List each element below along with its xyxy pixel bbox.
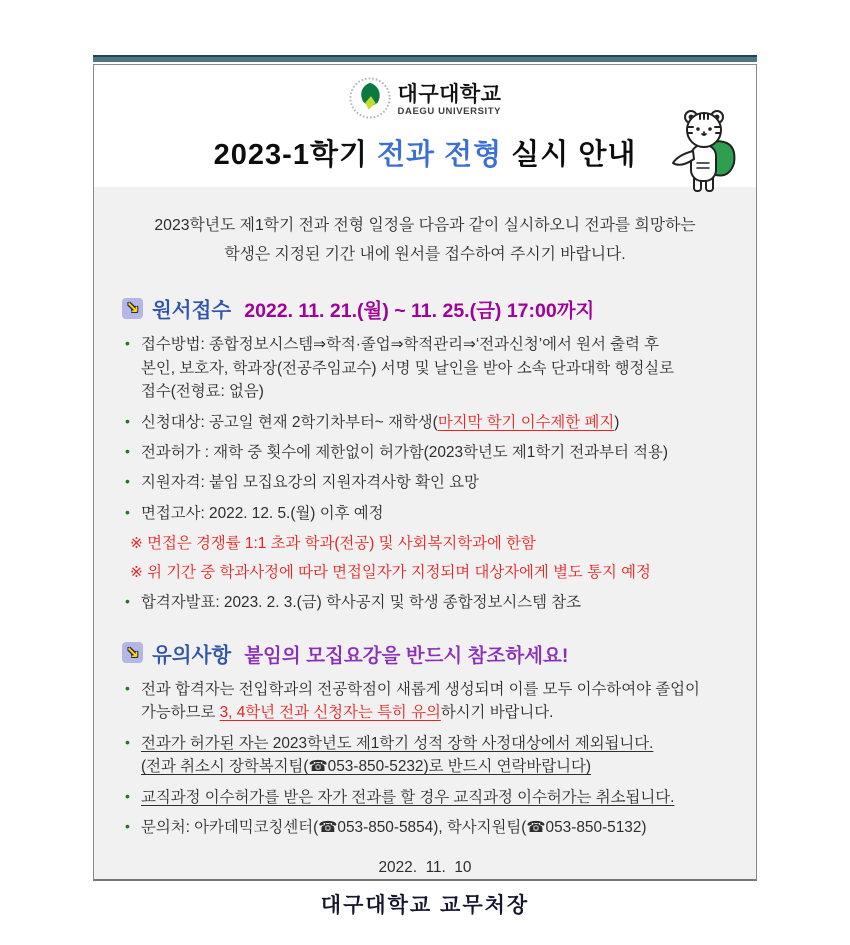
- bullet-icon: •: [125, 503, 130, 520]
- interview-note-1: ※ 면접은 경쟁률 1:1 초과 학과(전공) 및 사회복지학과에 한함: [130, 535, 536, 553]
- notice-body: [94, 187, 756, 919]
- bullet-qualification: [122, 471, 730, 494]
- credit-warning-red-note: 3, 4학년 전과 신청자는 특히 유의: [219, 704, 441, 722]
- interview-note-2: ※ 위 기간 중 학과사정에 따라 면접일자가 지정되며 대상자에게 별도 통지 예정: [130, 564, 651, 582]
- apply-method-line-3: 접수(전형료: 없음): [141, 383, 264, 401]
- bullet-icon: •: [125, 733, 130, 750]
- bullet-icon: •: [125, 817, 130, 834]
- tiger-mascot-illustration: [664, 107, 740, 204]
- bullet-icon: •: [125, 412, 130, 429]
- teaching-course-text: 교직과정 이수허가를 받은 자가 전과를 할 경우 교직과정 이수허가는 취소됩니다.: [141, 788, 675, 806]
- bullet-interview: [122, 502, 730, 525]
- bullet-icon: •: [125, 592, 130, 609]
- caution-subnote: 붙임의 모집요강을 반드시 참조하세요!: [244, 644, 569, 667]
- notice-box: [93, 64, 757, 918]
- section-application-header: [122, 293, 730, 323]
- arrow-badge-icon: ↘: [122, 642, 143, 663]
- bullet-result-announcement: [122, 591, 730, 614]
- section-application-label: 원서접수: [152, 299, 232, 323]
- eligible-target-close: ): [614, 413, 620, 431]
- bullet-icon: •: [125, 473, 130, 490]
- university-logo-icon: [349, 77, 391, 124]
- credit-warning-post: 하시기 바랍니다.: [440, 704, 554, 722]
- transfer-permission-text: 전과허가 : 재학 중 횟수에 제한없이 허가함(2023학년도 제1학기 전과부터 적용): [141, 444, 668, 462]
- top-accent-bar: [93, 55, 757, 62]
- bullet-icon: •: [125, 787, 130, 804]
- application-period: 2022. 11. 21.(월) ~ 11. 25.(금) 17:00까지: [244, 300, 595, 323]
- issuer-signature: 대구대학교 교무처장: [320, 894, 530, 918]
- university-name-block: [398, 84, 502, 116]
- title-prefix: 2023-1학기: [213, 139, 378, 171]
- apply-method-line-2: 본인, 보호자, 학과장(전공주임교수) 서명 및 날인을 받아 소속 단과대학 행정실로: [141, 359, 675, 377]
- university-name-kr: 대구대학교: [397, 83, 502, 107]
- bullet-scholarship-exclusion: [122, 732, 730, 779]
- university-name-en: DAEGU UNIVERSITY: [397, 105, 502, 117]
- university-logo-row: [94, 65, 756, 124]
- bullet-eligible-target: [122, 411, 730, 434]
- contact-text: 문의처: 아카데믹코칭센터(☎053-850-5854), 학사지원팀(☎053-850-5132): [141, 818, 647, 836]
- bullet-icon: •: [125, 679, 130, 696]
- apply-method-line-1: 접수방법: 종합정보시스템⇒학적·졸업⇒학적관리⇒‘전과신청’에서 원서 출력 후: [141, 336, 660, 354]
- section-caution-header: [122, 638, 730, 668]
- eligible-target-text: 신청대상: 공고일 현재 2학기차부터~ 재학생(: [141, 413, 438, 431]
- notice-header: [94, 65, 756, 187]
- credit-warning-line-1: 전과 합격자는 전입학과의 전공학점이 새롭게 생성되며 이를 모두 이수하여야 졸업이: [141, 680, 700, 698]
- qualification-text: 지원자격: 붙임 모집요강의 지원자격사항 확인 요망: [141, 474, 479, 492]
- bullet-credit-warning: [122, 678, 730, 725]
- bullet-icon: •: [125, 443, 130, 460]
- credit-warning-line-2: [141, 701, 730, 724]
- title-suffix: 실시 안내: [502, 139, 637, 171]
- interview-text: 면접고사: 2022. 12. 5.(월) 이후 예정: [141, 504, 384, 522]
- intro-paragraph: [120, 211, 730, 269]
- bullet-contact: [122, 816, 730, 839]
- intro-line-2: 학생은 지정된 기간 내에 원서를 접수하여 주시기 바랍니다.: [224, 246, 626, 264]
- scholarship-exclusion-line-2: (전과 취소시 장학복지팀(☎053-850-5232)로 반드시 연락바랍니다): [141, 758, 591, 776]
- issue-date: 2022. 11. 10: [378, 859, 472, 877]
- scholarship-exclusion-line-1: 전과가 허가된 자는 2023학년도 제1학기 성적 장학 사정대상에서 제외됩니다.: [141, 734, 654, 752]
- bullet-teaching-course: [122, 786, 730, 809]
- notice-title: [94, 132, 756, 173]
- bullet-transfer-permission: [122, 441, 730, 464]
- arrow-badge-icon: ↘: [122, 298, 143, 319]
- bullet-apply-method: [122, 333, 730, 403]
- bullet-icon: •: [125, 335, 130, 352]
- credit-warning-pre: 가능하므로: [141, 704, 220, 722]
- result-announcement-text: 합격자발표: 2023. 2. 3.(금) 학사공지 및 학생 종합정보시스템 참조: [141, 593, 582, 611]
- intro-line-1: 2023학년도 제1학기 전과 전형 일정을 다음과 같이 실시하오니 전과를 희망하는: [154, 217, 696, 234]
- document-frame: [93, 55, 757, 918]
- title-highlight: 전과 전형: [377, 139, 503, 171]
- eligible-target-red-note: 마지막 학기 이수제한 폐지: [437, 413, 615, 431]
- section-caution-label: 유의사항: [152, 643, 232, 667]
